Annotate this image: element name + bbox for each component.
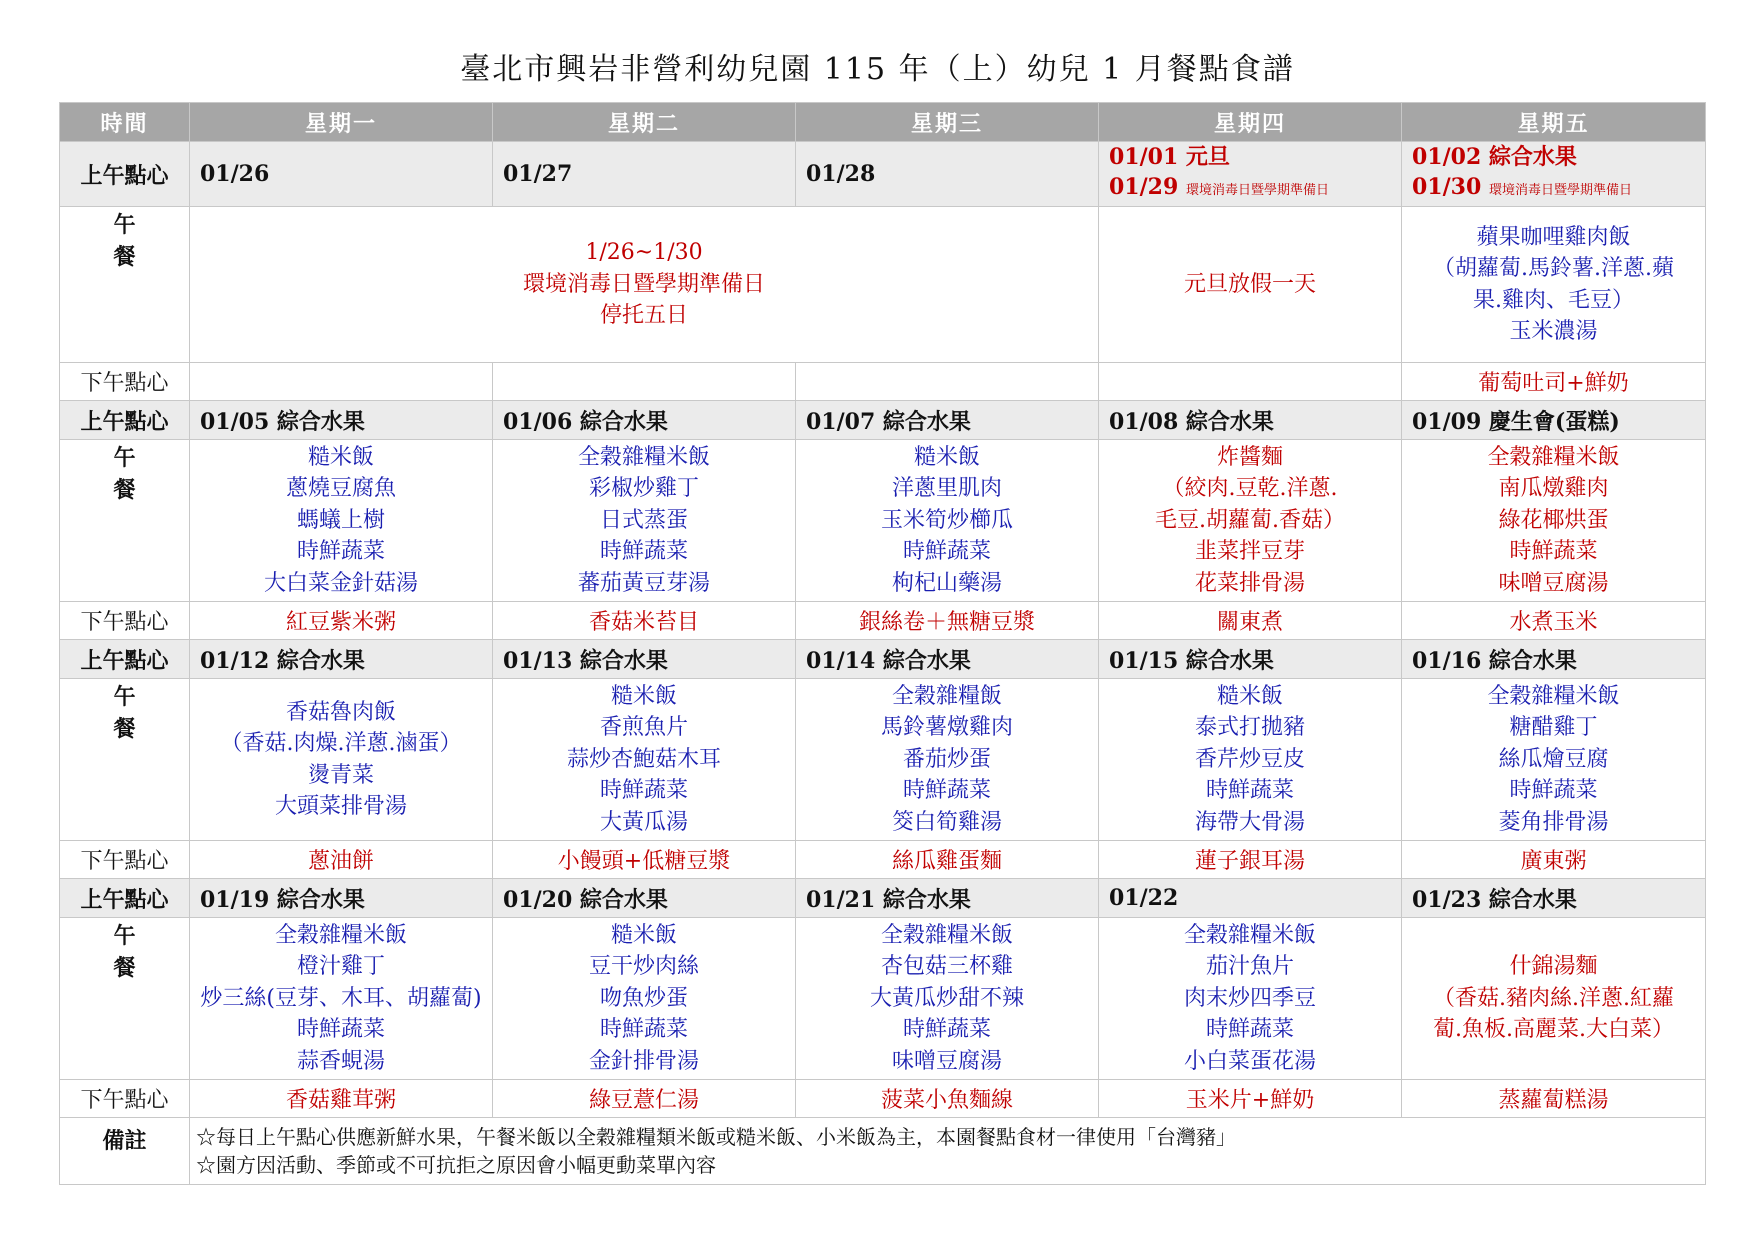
pm-snack-cell: 菠菜小魚麵線 bbox=[796, 1080, 1099, 1118]
header-thursday: 星期四 bbox=[1099, 103, 1402, 142]
lunch-menu: 全穀雜糧米飯 彩椒炒雞丁 日式蒸蛋 時鮮蔬菜 蕃茄黃豆芽湯 bbox=[493, 440, 796, 602]
closure-note: 01/30 環境消毒日暨學期準備日 bbox=[1412, 174, 1632, 200]
lunch-menu: 香菇魯肉飯 （香菇.肉燥.洋蔥.滷蛋） 燙青菜 大頭菜排骨湯 bbox=[190, 679, 493, 841]
pm-snack-label: 下午點心 bbox=[60, 363, 190, 401]
am-snack-row bbox=[60, 879, 1706, 918]
header-row bbox=[60, 103, 1706, 142]
lunch-row bbox=[60, 440, 1706, 602]
am-snack-cell: 01/22 bbox=[1099, 879, 1402, 918]
pm-snack-row bbox=[60, 1080, 1706, 1118]
lunch-menu: 糙米飯 香煎魚片 蒜炒杏鮑菇木耳 時鮮蔬菜 大黃瓜湯 bbox=[493, 679, 796, 841]
pm-snack-cell: 銀絲卷＋無糖豆漿 bbox=[796, 602, 1099, 640]
holiday-notice: 元旦放假一天 bbox=[1099, 207, 1402, 363]
pm-snack-cell: 蒸蘿蔔糕湯 bbox=[1402, 1080, 1706, 1118]
lunch-menu: 全穀雜糧米飯 茄汁魚片 肉末炒四季豆 時鮮蔬菜 小白菜蛋花湯 bbox=[1099, 918, 1402, 1080]
pm-snack-cell bbox=[493, 363, 796, 401]
am-snack-cell: 01/19 綜合水果 bbox=[190, 879, 493, 918]
notes-text bbox=[190, 1118, 1706, 1185]
lunch-label: 午 餐 bbox=[60, 918, 190, 1080]
am-snack-cell: 01/21 綜合水果 bbox=[796, 879, 1099, 918]
am-snack-cell: 01/06 綜合水果 bbox=[493, 401, 796, 440]
note-line: ☆每日上午點心供應新鮮水果，午餐米飯以全穀雜糧類米飯或糙米飯、小米飯為主，本園餐點食材一律使用「台灣豬」 bbox=[196, 1125, 1236, 1149]
pm-snack-row bbox=[60, 363, 1706, 401]
pm-snack-cell bbox=[1099, 363, 1402, 401]
am-snack-cell: 01/15 綜合水果 bbox=[1099, 640, 1402, 679]
pm-snack-label: 下午點心 bbox=[60, 602, 190, 640]
am-snack-cell bbox=[1402, 142, 1706, 207]
lunch-menu: 蘋果咖哩雞肉飯 （胡蘿蔔.馬鈴薯.洋蔥.蘋 果.雞肉、毛豆） 玉米濃湯 bbox=[1402, 207, 1706, 363]
lunch-menu: 全穀雜糧飯 馬鈴薯燉雞肉 番茄炒蛋 時鮮蔬菜 筊白筍雞湯 bbox=[796, 679, 1099, 841]
header-monday: 星期一 bbox=[190, 103, 493, 142]
pm-snack-row bbox=[60, 841, 1706, 879]
lunch-menu: 全穀雜糧米飯 南瓜燉雞肉 綠花椰烘蛋 時鮮蔬菜 味噌豆腐湯 bbox=[1402, 440, 1706, 602]
pm-snack-row bbox=[60, 602, 1706, 640]
lunch-label: 午 餐 bbox=[60, 679, 190, 841]
lunch-menu: 糙米飯 豆干炒肉絲 吻魚炒蛋 時鮮蔬菜 金針排骨湯 bbox=[493, 918, 796, 1080]
am-snack-text: 01/02 綜合水果 bbox=[1412, 144, 1577, 170]
am-snack-cell: 01/26 bbox=[190, 142, 493, 207]
am-snack-cell: 01/07 綜合水果 bbox=[796, 401, 1099, 440]
am-snack-cell: 01/12 綜合水果 bbox=[190, 640, 493, 679]
pm-snack-cell: 蔥油餅 bbox=[190, 841, 493, 879]
pm-snack-label: 下午點心 bbox=[60, 1080, 190, 1118]
lunch-menu: 全穀雜糧米飯 杏包菇三杯雞 大黃瓜炒甜不辣 時鮮蔬菜 味噌豆腐湯 bbox=[796, 918, 1099, 1080]
am-snack-cell: 01/27 bbox=[493, 142, 796, 207]
am-snack-cell: 01/09 慶生會(蛋糕) bbox=[1402, 401, 1706, 440]
am-snack-label: 上午點心 bbox=[60, 879, 190, 918]
notes-row bbox=[60, 1118, 1706, 1185]
am-snack-label: 上午點心 bbox=[60, 401, 190, 440]
am-snack-cell bbox=[1099, 142, 1402, 207]
pm-snack-cell: 玉米片+鮮奶 bbox=[1099, 1080, 1402, 1118]
lunch-menu: 糙米飯 泰式打拋豬 香芹炒豆皮 時鮮蔬菜 海帶大骨湯 bbox=[1099, 679, 1402, 841]
lunch-menu: 糙米飯 洋蔥里肌肉 玉米筍炒櫛瓜 時鮮蔬菜 枸杞山藥湯 bbox=[796, 440, 1099, 602]
page-title: 臺北市興岩非營利幼兒園 115 年（上）幼兒 1 月餐點食譜 bbox=[460, 52, 1295, 87]
am-snack-row bbox=[60, 401, 1706, 440]
header-time: 時間 bbox=[60, 103, 190, 142]
pm-snack-cell: 紅豆紫米粥 bbox=[190, 602, 493, 640]
lunch-menu: 全穀雜糧米飯 橙汁雞丁 炒三絲(豆芽、木耳、胡蘿蔔) 時鮮蔬菜 蒜香蜆湯 bbox=[190, 918, 493, 1080]
am-snack-cell: 01/05 綜合水果 bbox=[190, 401, 493, 440]
closure-note: 01/29 環境消毒日暨學期準備日 bbox=[1109, 174, 1329, 200]
holiday-label: 01/01 元旦 bbox=[1109, 144, 1230, 170]
note-line: ☆園方因活動、季節或不可抗拒之原因會小幅更動菜單內容 bbox=[196, 1153, 716, 1177]
pm-snack-cell: 香菇雞茸粥 bbox=[190, 1080, 493, 1118]
header-friday: 星期五 bbox=[1402, 103, 1706, 142]
pm-snack-cell bbox=[190, 363, 493, 401]
am-snack-cell: 01/23 綜合水果 bbox=[1402, 879, 1706, 918]
am-snack-cell: 01/08 綜合水果 bbox=[1099, 401, 1402, 440]
header-tuesday: 星期二 bbox=[493, 103, 796, 142]
pm-snack-cell: 葡萄吐司+鮮奶 bbox=[1402, 363, 1706, 401]
am-snack-label: 上午點心 bbox=[60, 640, 190, 679]
pm-snack-cell: 小饅頭+低糖豆漿 bbox=[493, 841, 796, 879]
lunch-row bbox=[60, 207, 1706, 363]
am-snack-cell: 01/14 綜合水果 bbox=[796, 640, 1099, 679]
pm-snack-cell bbox=[796, 363, 1099, 401]
menu-table bbox=[59, 102, 1706, 1185]
am-snack-label: 上午點心 bbox=[60, 142, 190, 207]
lunch-row bbox=[60, 918, 1706, 1080]
closure-notice: 1/26~1/30 環境消毒日暨學期準備日 停托五日 bbox=[190, 207, 1099, 363]
pm-snack-label: 下午點心 bbox=[60, 841, 190, 879]
pm-snack-cell: 綠豆薏仁湯 bbox=[493, 1080, 796, 1118]
lunch-menu: 什錦湯麵 （香菇.豬肉絲.洋蔥.紅蘿 蔔.魚板.高麗菜.大白菜） bbox=[1402, 918, 1706, 1080]
lunch-menu: 全穀雜糧米飯 糖醋雞丁 絲瓜燴豆腐 時鮮蔬菜 菱角排骨湯 bbox=[1402, 679, 1706, 841]
am-snack-cell: 01/28 bbox=[796, 142, 1099, 207]
lunch-label: 午 餐 bbox=[60, 207, 190, 363]
lunch-row bbox=[60, 679, 1706, 841]
am-snack-cell: 01/16 綜合水果 bbox=[1402, 640, 1706, 679]
header-wednesday: 星期三 bbox=[796, 103, 1099, 142]
notes-label: 備註 bbox=[60, 1118, 190, 1185]
am-snack-row bbox=[60, 640, 1706, 679]
lunch-label: 午 餐 bbox=[60, 440, 190, 602]
pm-snack-cell: 水煮玉米 bbox=[1402, 602, 1706, 640]
am-snack-cell: 01/20 綜合水果 bbox=[493, 879, 796, 918]
lunch-menu: 糙米飯 蔥燒豆腐魚 螞蟻上樹 時鮮蔬菜 大白菜金針菇湯 bbox=[190, 440, 493, 602]
am-snack-cell: 01/13 綜合水果 bbox=[493, 640, 796, 679]
lunch-menu: 炸醬麵 （絞肉.豆乾.洋蔥. 毛豆.胡蘿蔔.香菇） 韭菜拌豆芽 花菜排骨湯 bbox=[1099, 440, 1402, 602]
pm-snack-cell: 蓮子銀耳湯 bbox=[1099, 841, 1402, 879]
am-snack-row bbox=[60, 142, 1706, 207]
pm-snack-cell: 廣東粥 bbox=[1402, 841, 1706, 879]
pm-snack-cell: 絲瓜雞蛋麵 bbox=[796, 841, 1099, 879]
pm-snack-cell: 關東煮 bbox=[1099, 602, 1402, 640]
pm-snack-cell: 香菇米苔目 bbox=[493, 602, 796, 640]
